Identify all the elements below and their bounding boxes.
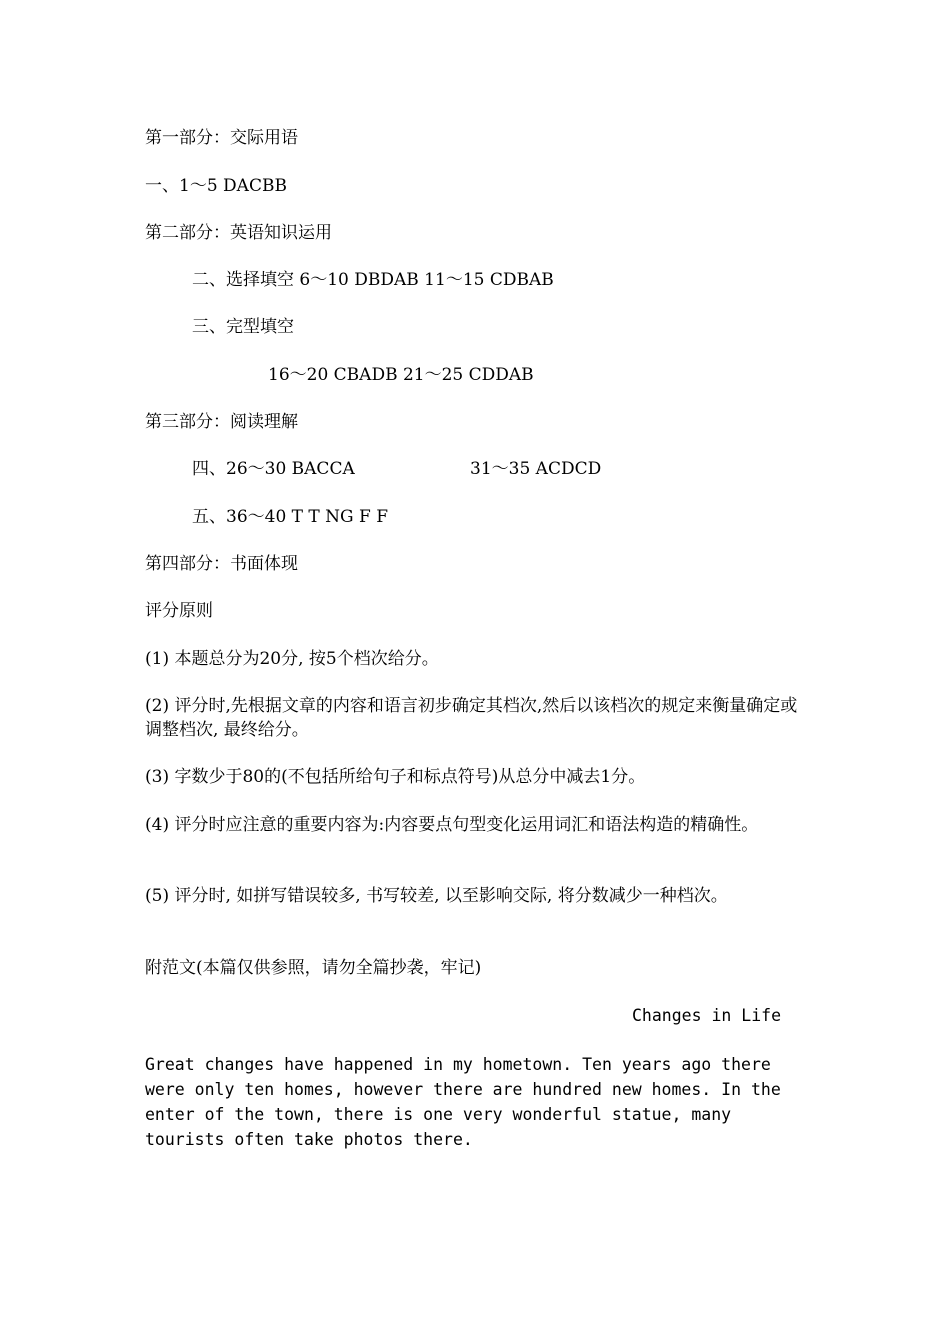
sample-intro: 附范文(本篇仅供参照，请勿全篇抄袭，牢记): [145, 958, 482, 978]
scoring-rule-1: (1) 本题总分为20分, 按5个档次给分。: [145, 649, 439, 669]
scoring-rule-3: (3) 字数少于80的(不包括所给句子和标点符号)从总分中减去1分。: [145, 767, 646, 787]
scoring-rule-5: (5) 评分时, 如拼写错误较多, 书写较差, 以至影响交际, 将分数减少一种档次。: [145, 886, 728, 906]
part3-tf-answers: 五、36～40 T T NG F F: [192, 507, 389, 527]
part1-answers: 一、1～5 DACBB: [145, 176, 287, 196]
scoring-rule-2: (2) 评分时,先根据文章的内容和语言初步确定其档次,然后以该档次的规定来衡量确定或调整档次, 最终给分。: [145, 696, 798, 740]
part3-title: 第三部分：阅读理解: [145, 412, 298, 432]
scoring-rule-4: (4) 评分时应注意的重要内容为:内容要点句型变化运用词汇和语法构造的精确性。: [145, 815, 759, 835]
scoring-title: 评分原则: [145, 601, 213, 621]
part2-title: 第二部分：英语知识运用: [145, 223, 332, 243]
part1-title: 第一部分：交际用语: [145, 128, 298, 148]
sample-title: Changes in Life: [632, 1006, 782, 1025]
part2-cloze-title: 三、完型填空: [192, 317, 294, 337]
sample-body: Great changes have happened in my hometown. Ten years ago there were only ten homes, however there are hundred new homes. In the enter of the town, there is one very wonderful statue, many tourists often take photos there.: [145, 1055, 781, 1149]
part2-cloze-answers: 16～20 CBADB 21～25 CDDAB: [268, 365, 534, 385]
part2-choice-answers: 二、选择填空 6～10 DBDAB 11～15 CDBAB: [192, 270, 554, 290]
part3-reading-answers-a: 四、26～30 BACCA: [192, 459, 355, 479]
part3-reading-answers-b: 31～35 ACDCD: [470, 459, 602, 479]
part4-title: 第四部分：书面体现: [145, 554, 298, 574]
